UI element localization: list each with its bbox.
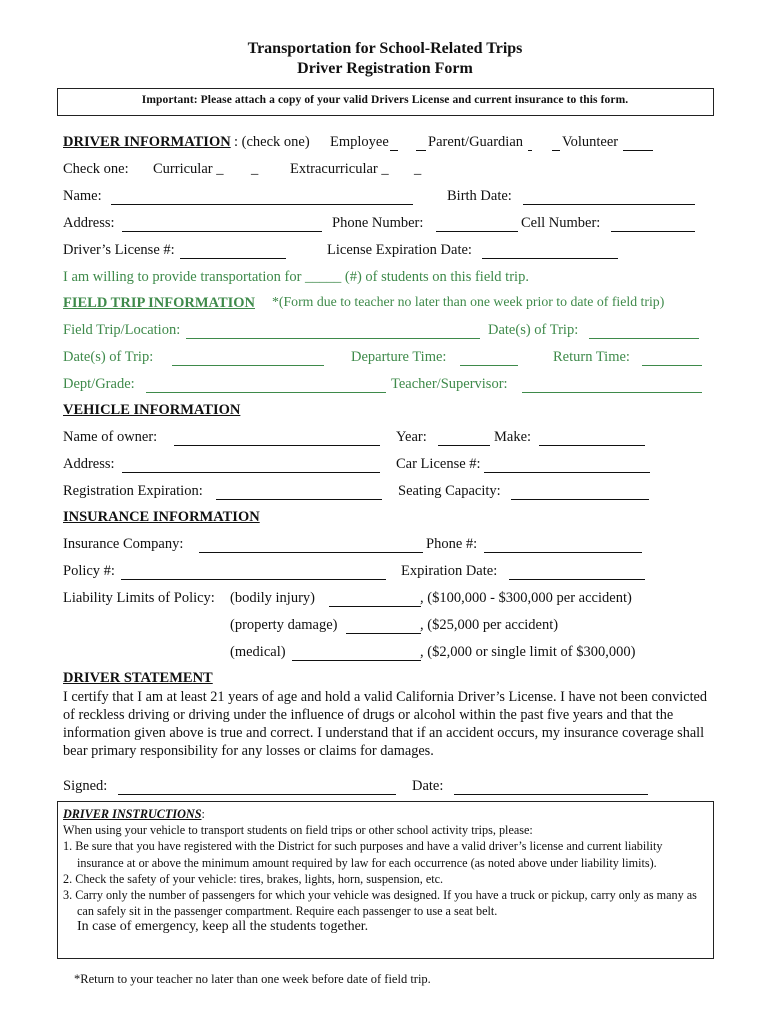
option-extracurricular[interactable]: Extracurricular _ bbox=[290, 161, 389, 177]
insurance-company-field[interactable] bbox=[199, 552, 423, 553]
name-label: Name: bbox=[63, 188, 102, 204]
birth-date-field[interactable] bbox=[523, 204, 695, 205]
volunteer-blank[interactable] bbox=[623, 150, 653, 151]
trip-dates-field-left[interactable] bbox=[172, 365, 324, 366]
bodily-injury-field[interactable] bbox=[329, 606, 421, 607]
employee-blank[interactable] bbox=[390, 150, 398, 151]
vehicle-address-field[interactable] bbox=[122, 472, 380, 473]
medical-label: (medical) bbox=[230, 644, 286, 660]
license-expiration-field[interactable] bbox=[482, 258, 618, 259]
property-damage-field[interactable] bbox=[346, 633, 421, 634]
trip-dates-label-right: Date(s) of Trip: bbox=[488, 322, 579, 338]
option-employee[interactable]: Employee bbox=[330, 134, 389, 150]
parent-blank[interactable] bbox=[528, 150, 532, 151]
option-volunteer[interactable]: Volunteer bbox=[562, 134, 619, 150]
vehicle-make-label: Make: bbox=[494, 429, 532, 445]
trip-dates-label-left: Date(s) of Trip: bbox=[63, 349, 154, 365]
bodily-injury-label: (bodily injury) bbox=[230, 590, 315, 606]
owner-name-label: Name of owner: bbox=[63, 429, 158, 445]
signed-date-label: Date: bbox=[412, 778, 444, 794]
cell-number-field[interactable] bbox=[611, 231, 695, 232]
instruction-item-3: 3. Carry only the number of passengers for which your vehicle was designed. If you have a truck or pickup, carry only as many as can safely sit in the passenger compartment. Require each passenger to use a seat belt. bbox=[63, 888, 697, 919]
vehicle-address-label: Address: bbox=[63, 456, 115, 472]
instructions-content bbox=[63, 806, 708, 936]
birth-date-label: Birth Date: bbox=[447, 188, 512, 204]
car-license-label: Car License #: bbox=[396, 456, 481, 472]
insurance-phone-label: Phone #: bbox=[426, 536, 478, 552]
license-expiration-label: License Expiration Date: bbox=[327, 242, 472, 258]
check-one-label: Check one: bbox=[63, 161, 129, 177]
insurance-phone-field[interactable] bbox=[484, 552, 642, 553]
insurance-company-label: Insurance Company: bbox=[63, 536, 184, 552]
option-parent[interactable]: Parent/Guardian bbox=[428, 134, 524, 150]
trip-dates-field-right[interactable] bbox=[589, 338, 699, 339]
seating-capacity-field[interactable] bbox=[511, 499, 649, 500]
dept-grade-field[interactable] bbox=[146, 392, 386, 393]
vehicle-year-label: Year: bbox=[396, 429, 427, 445]
field-trip-heading: FIELD TRIP INFORMATION bbox=[63, 295, 256, 311]
dept-grade-label: Dept/Grade: bbox=[63, 376, 135, 392]
driver-info-heading: DRIVER INFORMATION bbox=[63, 134, 231, 150]
policy-number-label: Policy #: bbox=[63, 563, 115, 579]
seating-capacity-label: Seating Capacity: bbox=[398, 483, 501, 499]
cell-number-label: Cell Number: bbox=[521, 215, 601, 231]
property-damage-label: (property damage) bbox=[230, 617, 338, 633]
extracurricular-blank-2[interactable]: _ bbox=[414, 161, 422, 177]
departure-time-field[interactable] bbox=[460, 365, 518, 366]
trip-location-label: Field Trip/Location: bbox=[63, 322, 181, 338]
license-field[interactable] bbox=[180, 258, 286, 259]
vehicle-make-field[interactable] bbox=[539, 445, 645, 446]
employee-blank-2[interactable] bbox=[416, 150, 426, 151]
name-field[interactable] bbox=[111, 204, 413, 205]
license-label: Driver’s License #: bbox=[63, 242, 175, 258]
driver-statement-heading: DRIVER STATEMENT bbox=[63, 670, 213, 686]
field-trip-note: *(Form due to teacher no later than one week prior to date of field trip) bbox=[272, 294, 665, 309]
medical-field[interactable] bbox=[292, 660, 421, 661]
notice-text: Important: Please attach a copy of your valid Drivers License and current insurance to this form. bbox=[141, 94, 629, 106]
signed-date-field[interactable] bbox=[454, 794, 648, 795]
phone-number-label: Phone Number: bbox=[332, 215, 424, 231]
form-subtitle: Driver Registration Form bbox=[297, 60, 473, 77]
volunteer-pre-blank[interactable] bbox=[552, 150, 560, 151]
option-curricular[interactable]: Curricular _ bbox=[153, 161, 224, 177]
car-license-field[interactable] bbox=[484, 472, 650, 473]
registration-expiration-field[interactable] bbox=[216, 499, 382, 500]
form-title: Transportation for School-Related Trips bbox=[247, 40, 523, 57]
policy-number-field[interactable] bbox=[121, 579, 386, 580]
liability-limits-label: Liability Limits of Policy: bbox=[63, 590, 215, 606]
instruction-item-2: 2. Check the safety of your vehicle: tires, brakes, lights, horn, suspension, etc. bbox=[63, 871, 444, 886]
instructions-heading: DRIVER INSTRUCTIONS bbox=[63, 807, 202, 821]
departure-time-label: Departure Time: bbox=[351, 349, 447, 365]
signed-label: Signed: bbox=[63, 778, 108, 794]
address-label: Address: bbox=[63, 215, 115, 231]
willing-transport-line: I am willing to provide transportation for _____ (#) of students on this field trip. bbox=[63, 269, 529, 285]
return-time-field[interactable] bbox=[642, 365, 702, 366]
instructions-intro: When using your vehicle to transport students on field trips or other school activity trips, please: bbox=[63, 823, 533, 838]
phone-number-field[interactable] bbox=[436, 231, 518, 232]
policy-expiration-label: Expiration Date: bbox=[401, 563, 498, 579]
signature-field[interactable] bbox=[118, 794, 396, 795]
curricular-blank-2[interactable]: _ bbox=[251, 161, 259, 177]
teacher-supervisor-field[interactable] bbox=[522, 392, 702, 393]
check-one-prefix: : (check one) bbox=[234, 134, 310, 150]
property-damage-limit: , ($25,000 per accident) bbox=[420, 617, 559, 633]
bodily-injury-limit: , ($100,000 - $300,000 per accident) bbox=[420, 590, 632, 606]
instruction-item-1: 1. Be sure that you have registered with the District for such purposes and have a valid driver’s license and current liability insurance at or above the minimum amount required by law for each occurrence (as noted above under liability limits). bbox=[63, 839, 663, 870]
owner-name-field[interactable] bbox=[174, 445, 380, 446]
policy-expiration-field[interactable] bbox=[509, 579, 645, 580]
vehicle-info-heading: VEHICLE INFORMATION bbox=[63, 402, 241, 418]
registration-expiration-label: Registration Expiration: bbox=[63, 483, 203, 499]
instruction-emergency: In case of emergency, keep all the students together. bbox=[77, 919, 369, 935]
address-field[interactable] bbox=[122, 231, 322, 232]
return-time-label: Return Time: bbox=[553, 349, 630, 365]
trip-location-field[interactable] bbox=[186, 338, 480, 339]
driver-statement-body: I certify that I am at least 21 years of age and hold a valid California Driver’s License. I have not been convicted of reckless driving or driving under the influence of drugs or alcohol within the past five years and that the information given above is true and correct. I understand that if an accident occurs, my insurance coverage shall bear primary responsibility for any losses or claims for damages. bbox=[63, 689, 708, 759]
vehicle-year-field[interactable] bbox=[438, 445, 490, 446]
teacher-supervisor-label: Teacher/Supervisor: bbox=[391, 376, 508, 392]
medical-limit: , ($2,000 or single limit of $300,000) bbox=[420, 644, 636, 660]
footer-note: *Return to your teacher no later than one week before date of field trip. bbox=[74, 972, 431, 986]
insurance-info-heading: INSURANCE INFORMATION bbox=[63, 509, 260, 525]
instructions-colon: : bbox=[201, 807, 205, 821]
